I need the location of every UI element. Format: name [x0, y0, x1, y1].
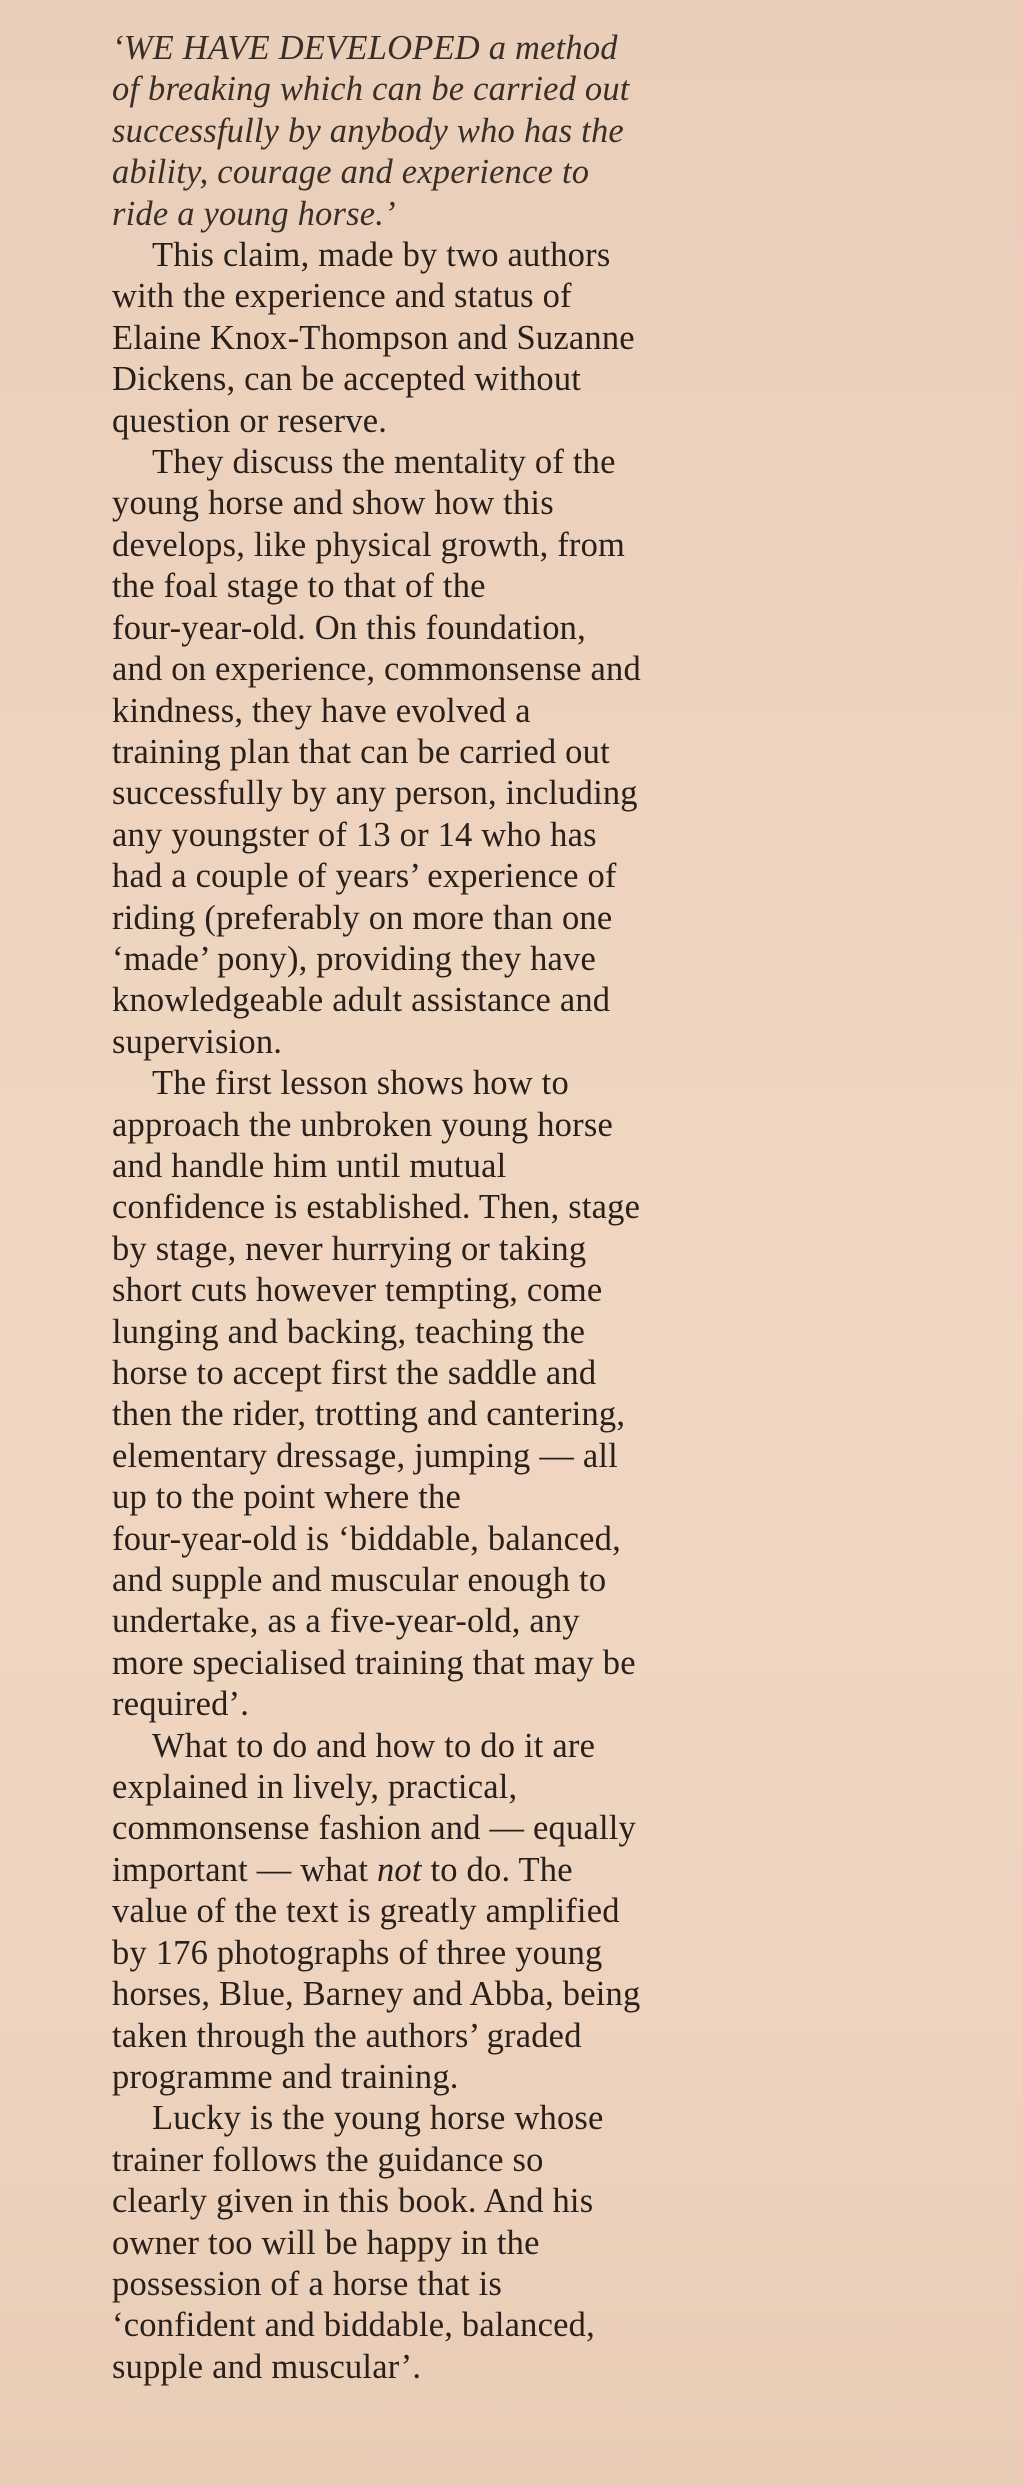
- text-line: any youngster of 13 or 14 who has: [112, 815, 597, 854]
- text-line: commonsense fashion and — equally: [112, 1809, 636, 1848]
- text-line: horse to accept first the saddle and: [112, 1354, 597, 1392]
- text-line-with-emphasis: [112, 1850, 912, 1891]
- text-line: value of the text is greatly amplified: [112, 1892, 620, 1931]
- paragraph-first-lesson: [112, 1063, 912, 1726]
- text-line: explained in lively, practical,: [112, 1768, 518, 1807]
- text-line: young horse and show how this: [112, 484, 554, 523]
- text-line: four-year-old is ‘biddable, balanced,: [112, 1519, 621, 1558]
- text-line: kindness, they have evolved a: [112, 691, 531, 730]
- text-line: supervision.: [112, 1022, 283, 1061]
- text-line: with the experience and status of: [112, 277, 572, 316]
- text-line: undertake, as a five-year-old, any: [112, 1602, 580, 1641]
- text-line: ‘made’ pony), providing they have: [112, 939, 597, 978]
- text-line: and handle him until mutual: [112, 1146, 507, 1185]
- text-line: question or reserve.: [112, 401, 388, 440]
- text-line: training plan that can be carried out: [112, 732, 610, 771]
- text-line: the foal stage to that of the: [112, 567, 486, 606]
- paragraph-mentality: [112, 442, 912, 1063]
- text-fragment: important — what: [112, 1850, 377, 1889]
- text-line: develops, like physical growth, from: [112, 525, 626, 564]
- text-line: programme and training.: [112, 2057, 459, 2096]
- text-line: taken through the authors’ graded: [112, 2016, 582, 2055]
- text-line: and on experience, commonsense and: [112, 650, 641, 689]
- paragraph-what-to-do: [112, 1726, 912, 2099]
- text-line: supple and muscular’.: [112, 2347, 422, 2386]
- text-line: four-year-old. On this foundation,: [112, 608, 586, 647]
- text-line: This claim, made by two authors: [152, 236, 611, 275]
- text-line: confidence is established. Then, stage: [112, 1188, 641, 1227]
- text-line: short cuts however tempting, come: [112, 1271, 603, 1310]
- text-line: ability, courage and experience to: [112, 153, 590, 192]
- text-line: possession of a horse that is: [112, 2264, 503, 2303]
- emphasis-not: not: [376, 1850, 422, 1889]
- text-line: horses, Blue, Barney and Abba, being: [112, 1975, 641, 2014]
- text-line: riding (preferably on more than one: [112, 898, 613, 937]
- text-line: more specialised training that may be: [112, 1643, 636, 1682]
- text-line: lunging and backing, teaching the: [112, 1312, 586, 1351]
- paragraph-authors: [112, 235, 912, 442]
- text-line: and supple and muscular enough to: [112, 1561, 607, 1600]
- text-line: owner too will be happy in the: [112, 2223, 540, 2262]
- text-line: successfully by anybody who has the: [112, 111, 624, 150]
- text-line: of breaking which can be carried out: [112, 70, 630, 109]
- text-line: Dickens, can be accepted without: [112, 360, 582, 399]
- text-line: ‘confident and biddable, balanced,: [112, 2306, 595, 2345]
- text-line: What to do and how to do it are: [152, 1726, 596, 1765]
- intro-quote: [112, 28, 912, 235]
- text-line: by stage, never hurrying or taking: [112, 1229, 587, 1268]
- text-line: then the rider, trotting and cantering,: [112, 1395, 626, 1434]
- text-line: successfully by any person, including: [112, 774, 638, 813]
- text-line: Elaine Knox-Thompson and Suzanne: [112, 318, 635, 357]
- text-line: knowledgeable adult assistance and: [112, 981, 611, 1020]
- text-line: They discuss the mentality of the: [152, 443, 616, 482]
- paragraph-lucky: [112, 2098, 912, 2388]
- text-line: The first lesson shows how to: [152, 1064, 569, 1103]
- text-line: by 176 photographs of three young: [112, 1933, 603, 1972]
- text-fragment: to do. The: [421, 1850, 573, 1889]
- text-line: ride a young horse.’: [112, 194, 396, 233]
- text-line: elementary dressage, jumping — all: [112, 1436, 618, 1475]
- text-line: clearly given in this book. And his: [112, 2182, 594, 2221]
- text-line: had a couple of years’ experience of: [112, 857, 617, 896]
- text-line: up to the point where the: [112, 1478, 461, 1517]
- text-line: Lucky is the young horse whose: [152, 2099, 604, 2138]
- text-line: required’.: [112, 1685, 250, 1724]
- text-line: ‘WE HAVE DEVELOPED a method: [112, 29, 618, 67]
- blurb-text: [112, 28, 912, 2388]
- text-line: approach the unbroken young horse: [112, 1105, 613, 1144]
- text-line: trainer follows the guidance so: [112, 2140, 544, 2179]
